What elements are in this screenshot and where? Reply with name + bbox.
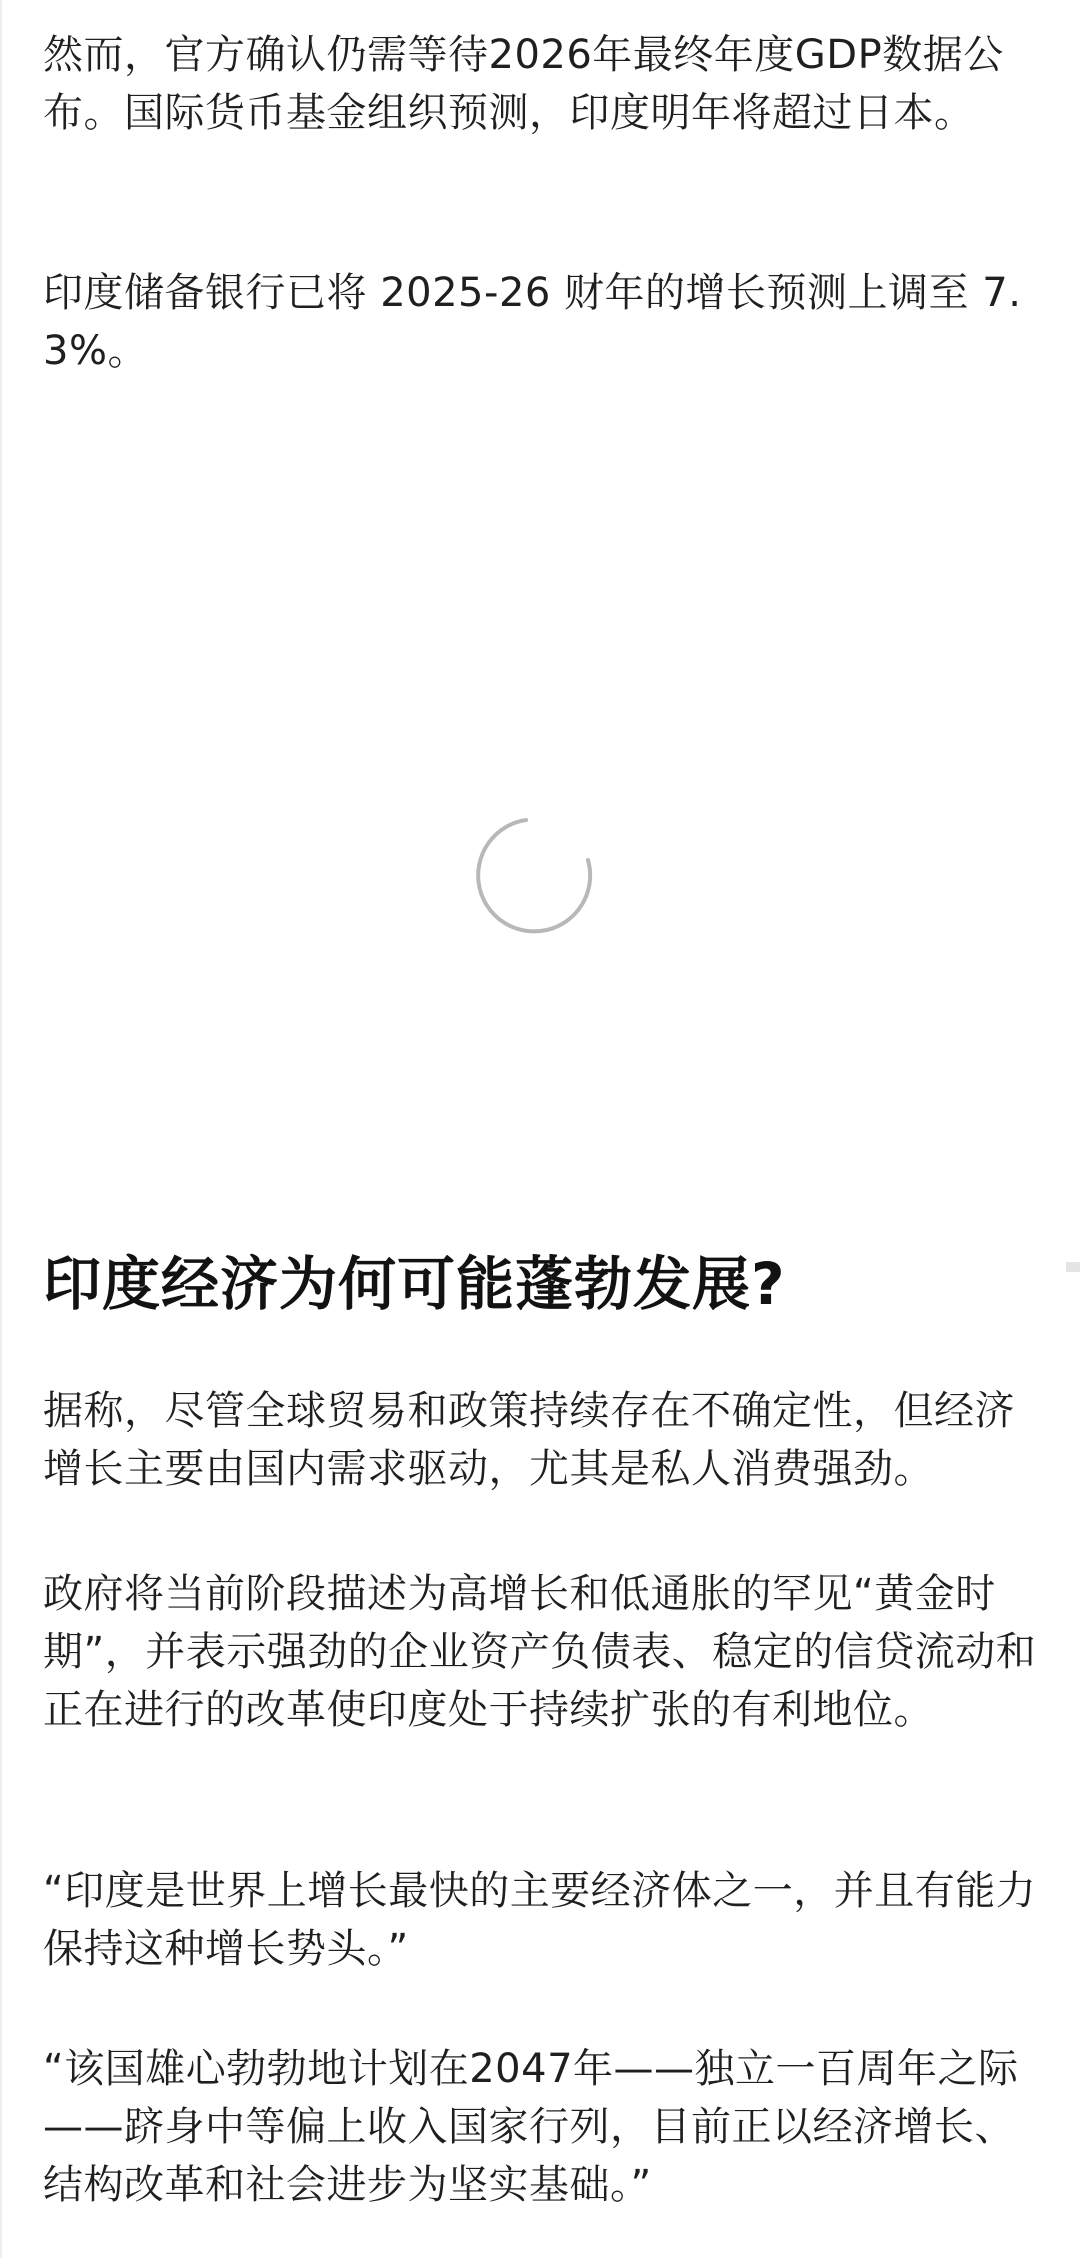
article-paragraph: 据称，尽管全球贸易和政策持续存在不确定性，但经济增长主要由国内需求驱动，尤其是私人消费强劲。 <box>43 1388 1015 1492</box>
article-paragraph: “该国雄心勃勃地计划在2047年——独立一百周年之际——跻身中等偏上收入国家行列，目前正以经济增长、结构改革和社会进步为坚实基础。” <box>43 2046 1019 2208</box>
article-paragraph: 政府将当前阶段描述为高增长和低通胀的罕见“黄金时期”，并表示强劲的企业资产负债表、稳定的信贷流动和正在进行的改革使印度处于持续扩张的有利地位。 <box>43 1571 1037 1733</box>
article-paragraph: 然而，官方确认仍需等待2026年最终年度GDP数据公布。国际货币基金组织预测，印度明年将超过日本。 <box>43 32 1004 136</box>
loading-spinner-icon <box>476 814 600 938</box>
scroll-edge-indicator <box>1066 1262 1080 1272</box>
section-heading: 印度经济为何可能蓬勃发展? <box>43 1250 786 1318</box>
article-paragraph: “印度是世界上增长最快的主要经济体之一，并且有能力保持这种增长势头。” <box>43 1868 1037 1972</box>
article-paragraph: 印度储备银行已将 2025-26 财年的增长预测上调至 7.3%。 <box>43 270 1022 374</box>
